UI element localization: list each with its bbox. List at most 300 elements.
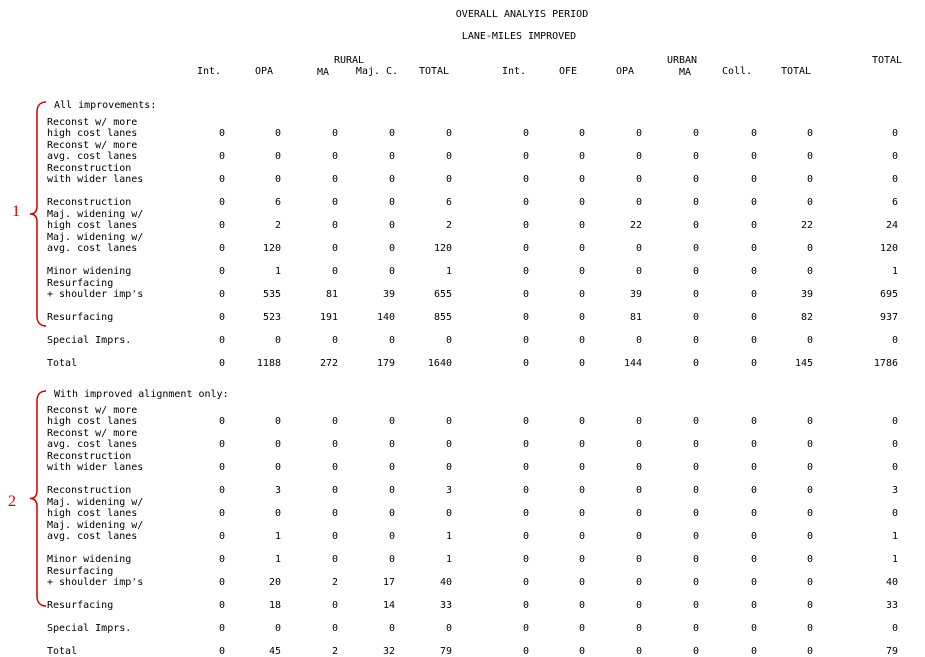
table-cell: 0 <box>806 485 813 496</box>
table-cell: 0 <box>750 577 757 588</box>
table-cell: 2 <box>331 646 338 657</box>
table-cell: 0 <box>388 485 395 496</box>
table-cell: 0 <box>806 151 813 162</box>
table-cell: 523 <box>262 312 281 323</box>
table-cell: 0 <box>692 289 699 300</box>
column-header: TOTAL <box>418 66 450 77</box>
table-cell: 0 <box>692 623 699 634</box>
table-cell: 1 <box>891 531 898 542</box>
table-cell: 24 <box>885 220 898 231</box>
table-cell: 0 <box>806 508 813 519</box>
table-cell: 0 <box>692 220 699 231</box>
row-label-line1: Resurfacing <box>47 278 114 289</box>
row-label: Total <box>47 358 78 369</box>
table-cell: 144 <box>623 358 642 369</box>
table-cell: 0 <box>635 335 642 346</box>
table-cell: 140 <box>376 312 395 323</box>
table-cell: 0 <box>388 197 395 208</box>
table-cell: 0 <box>750 623 757 634</box>
table-cell: 3 <box>274 485 281 496</box>
table-cell: 0 <box>522 358 529 369</box>
table-cell: 0 <box>522 312 529 323</box>
table-cell: 0 <box>578 312 585 323</box>
table-cell: 6 <box>274 197 281 208</box>
table-cell: 0 <box>750 416 757 427</box>
row-label-line1: Maj. widening w/ <box>47 232 144 243</box>
table-cell: 22 <box>800 220 813 231</box>
table-cell: 40 <box>885 577 898 588</box>
table-cell: 0 <box>218 174 225 185</box>
table-cell: 0 <box>750 358 757 369</box>
table-cell: 0 <box>218 439 225 450</box>
table-cell: 0 <box>522 289 529 300</box>
table-cell: 0 <box>692 531 699 542</box>
table-cell: 0 <box>692 128 699 139</box>
table-cell: 0 <box>522 508 529 519</box>
table-cell: 0 <box>522 335 529 346</box>
table-cell: 0 <box>635 600 642 611</box>
table-cell: 0 <box>522 485 529 496</box>
row-label-line1: Maj. widening w/ <box>47 209 144 220</box>
row-label: Reconstruction <box>47 197 132 208</box>
row-label: Reconstruction <box>47 485 132 496</box>
table-cell: 0 <box>388 623 395 634</box>
table-cell: 0 <box>218 508 225 519</box>
table-cell: 0 <box>578 439 585 450</box>
table-cell: 0 <box>578 197 585 208</box>
table-cell: 0 <box>522 439 529 450</box>
table-cell: 0 <box>218 335 225 346</box>
table-cell: 20 <box>268 577 281 588</box>
table-cell: 0 <box>692 416 699 427</box>
table-cell: 3 <box>891 485 898 496</box>
table-cell: 0 <box>750 600 757 611</box>
table-cell: 0 <box>274 508 281 519</box>
table-cell: 0 <box>635 577 642 588</box>
row-label: Minor widening <box>47 554 132 565</box>
table-cell: 0 <box>388 439 395 450</box>
table-cell: 0 <box>218 485 225 496</box>
table-cell: 0 <box>274 416 281 427</box>
table-cell: 272 <box>319 358 338 369</box>
table-cell: 0 <box>388 554 395 565</box>
table-cell: 0 <box>692 266 699 277</box>
column-header: Coll. <box>721 66 753 77</box>
table-cell: 695 <box>879 289 898 300</box>
table-cell: 0 <box>806 439 813 450</box>
row-label: avg. cost lanes <box>47 439 138 450</box>
table-cell: 0 <box>331 508 338 519</box>
table-cell: 0 <box>891 508 898 519</box>
table-cell: 0 <box>806 197 813 208</box>
table-cell: 0 <box>522 197 529 208</box>
table-cell: 0 <box>806 266 813 277</box>
table-cell: 120 <box>879 243 898 254</box>
table-cell: 0 <box>806 416 813 427</box>
table-cell: 0 <box>635 462 642 473</box>
table-cell: 0 <box>578 623 585 634</box>
row-label: high cost lanes <box>47 128 138 139</box>
table-cell: 0 <box>578 243 585 254</box>
table-cell: 3 <box>445 485 452 496</box>
table-cell: 0 <box>578 485 585 496</box>
table-cell: 120 <box>433 243 452 254</box>
table-cell: 0 <box>445 128 452 139</box>
table-cell: 1 <box>891 266 898 277</box>
column-header: MA <box>316 67 330 78</box>
section-heading: All improvements: <box>54 100 157 111</box>
table-cell: 0 <box>750 554 757 565</box>
row-label: + shoulder imp's <box>47 577 144 588</box>
table-cell: 0 <box>578 358 585 369</box>
table-cell: 855 <box>433 312 452 323</box>
table-cell: 0 <box>635 416 642 427</box>
row-label: Total <box>47 646 78 657</box>
section-heading: With improved alignment only: <box>54 389 229 400</box>
table-cell: 0 <box>331 151 338 162</box>
table-cell: 0 <box>522 554 529 565</box>
table-cell: 0 <box>578 335 585 346</box>
table-cell: 0 <box>218 197 225 208</box>
section-marker: 2 <box>8 493 16 510</box>
row-label: + shoulder imp's <box>47 289 144 300</box>
table-cell: 0 <box>218 220 225 231</box>
column-header: MA <box>678 67 692 78</box>
table-cell: 0 <box>692 462 699 473</box>
table-cell: 0 <box>806 174 813 185</box>
table-cell: 0 <box>891 416 898 427</box>
table-cell: 0 <box>388 462 395 473</box>
row-label: Minor widening <box>47 266 132 277</box>
table-cell: 0 <box>522 243 529 254</box>
table-cell: 0 <box>692 197 699 208</box>
row-label-line1: Reconstruction <box>47 451 132 462</box>
table-cell: 0 <box>635 197 642 208</box>
table-cell: 2 <box>331 577 338 588</box>
report-title: OVERALL ANALYIS PERIOD <box>455 9 589 20</box>
table-cell: 0 <box>218 243 225 254</box>
table-cell: 0 <box>218 266 225 277</box>
column-header: Maj. C. <box>355 66 399 77</box>
table-cell: 0 <box>692 646 699 657</box>
table-cell: 0 <box>522 531 529 542</box>
table-cell: 0 <box>750 646 757 657</box>
table-cell: 14 <box>382 600 395 611</box>
table-cell: 0 <box>750 439 757 450</box>
table-cell: 0 <box>750 220 757 231</box>
table-cell: 145 <box>794 358 813 369</box>
table-cell: 0 <box>578 416 585 427</box>
table-cell: 0 <box>388 531 395 542</box>
rural-group-header: RURAL <box>333 55 365 66</box>
table-cell: 0 <box>750 312 757 323</box>
table-cell: 0 <box>522 220 529 231</box>
table-cell: 0 <box>578 646 585 657</box>
table-cell: 0 <box>388 508 395 519</box>
table-cell: 0 <box>218 128 225 139</box>
table-cell: 1640 <box>427 358 452 369</box>
report-subtitle: LANE-MILES IMPROVED <box>461 31 577 42</box>
table-cell: 0 <box>750 197 757 208</box>
table-cell: 0 <box>578 174 585 185</box>
table-cell: 0 <box>445 462 452 473</box>
table-cell: 937 <box>879 312 898 323</box>
table-cell: 0 <box>218 289 225 300</box>
table-cell: 0 <box>891 128 898 139</box>
table-cell: 0 <box>692 600 699 611</box>
table-cell: 0 <box>274 462 281 473</box>
table-cell: 0 <box>331 197 338 208</box>
row-label-line1: Reconst w/ more <box>47 405 138 416</box>
table-cell: 0 <box>522 577 529 588</box>
table-cell: 0 <box>331 485 338 496</box>
table-cell: 179 <box>376 358 395 369</box>
table-cell: 0 <box>331 554 338 565</box>
row-label: with wider lanes <box>47 174 144 185</box>
table-cell: 0 <box>692 151 699 162</box>
table-cell: 0 <box>750 128 757 139</box>
table-cell: 0 <box>806 623 813 634</box>
table-cell: 0 <box>692 439 699 450</box>
table-cell: 0 <box>806 531 813 542</box>
table-cell: 120 <box>262 243 281 254</box>
table-cell: 0 <box>388 174 395 185</box>
table-cell: 0 <box>331 243 338 254</box>
row-label-line1: Resurfacing <box>47 566 114 577</box>
table-cell: 0 <box>750 243 757 254</box>
row-label-line1: Reconst w/ more <box>47 117 138 128</box>
table-cell: 0 <box>750 508 757 519</box>
table-cell: 0 <box>445 174 452 185</box>
column-header: OFE <box>558 66 578 77</box>
table-cell: 0 <box>445 439 452 450</box>
table-cell: 0 <box>806 335 813 346</box>
table-cell: 0 <box>331 600 338 611</box>
table-cell: 535 <box>262 289 281 300</box>
table-cell: 39 <box>382 289 395 300</box>
table-cell: 0 <box>635 151 642 162</box>
column-header: TOTAL <box>780 66 812 77</box>
table-cell: 2 <box>445 220 452 231</box>
table-cell: 6 <box>891 197 898 208</box>
table-cell: 0 <box>891 439 898 450</box>
table-cell: 0 <box>388 151 395 162</box>
table-cell: 79 <box>885 646 898 657</box>
table-cell: 0 <box>635 174 642 185</box>
brace-path <box>30 391 46 606</box>
table-cell: 0 <box>635 554 642 565</box>
table-cell: 0 <box>522 151 529 162</box>
table-cell: 0 <box>388 416 395 427</box>
table-cell: 0 <box>218 531 225 542</box>
column-header: OPA <box>254 66 274 77</box>
table-cell: 0 <box>331 416 338 427</box>
row-label: avg. cost lanes <box>47 531 138 542</box>
table-cell: 0 <box>891 151 898 162</box>
table-cell: 82 <box>800 312 813 323</box>
table-cell: 0 <box>445 416 452 427</box>
table-cell: 0 <box>750 462 757 473</box>
table-cell: 1786 <box>873 358 898 369</box>
table-cell: 0 <box>750 335 757 346</box>
table-cell: 0 <box>274 174 281 185</box>
table-cell: 0 <box>331 220 338 231</box>
table-cell: 0 <box>635 439 642 450</box>
table-cell: 0 <box>692 243 699 254</box>
table-cell: 0 <box>218 416 225 427</box>
table-cell: 0 <box>578 266 585 277</box>
table-cell: 0 <box>522 266 529 277</box>
table-cell: 1 <box>274 554 281 565</box>
table-cell: 0 <box>218 646 225 657</box>
table-cell: 0 <box>522 646 529 657</box>
table-cell: 1 <box>274 266 281 277</box>
table-cell: 0 <box>635 128 642 139</box>
table-cell: 0 <box>635 266 642 277</box>
table-cell: 0 <box>750 531 757 542</box>
table-cell: 2 <box>274 220 281 231</box>
table-cell: 0 <box>578 531 585 542</box>
table-cell: 0 <box>750 289 757 300</box>
table-cell: 0 <box>274 151 281 162</box>
table-cell: 39 <box>629 289 642 300</box>
table-cell: 1 <box>445 531 452 542</box>
table-cell: 0 <box>806 554 813 565</box>
table-cell: 0 <box>578 554 585 565</box>
table-cell: 81 <box>629 312 642 323</box>
table-cell: 33 <box>439 600 452 611</box>
table-cell: 1188 <box>256 358 281 369</box>
table-cell: 1 <box>891 554 898 565</box>
row-label: high cost lanes <box>47 220 138 231</box>
row-label-line1: Maj. widening w/ <box>47 520 144 531</box>
table-cell: 0 <box>891 174 898 185</box>
table-cell: 0 <box>522 462 529 473</box>
table-cell: 0 <box>274 128 281 139</box>
table-cell: 0 <box>445 508 452 519</box>
table-cell: 0 <box>331 128 338 139</box>
table-cell: 0 <box>891 335 898 346</box>
table-cell: 0 <box>388 335 395 346</box>
table-cell: 0 <box>522 623 529 634</box>
table-cell: 0 <box>692 335 699 346</box>
table-cell: 22 <box>629 220 642 231</box>
table-cell: 0 <box>578 577 585 588</box>
table-cell: 0 <box>388 243 395 254</box>
total-group-header: TOTAL <box>871 55 903 66</box>
table-cell: 0 <box>692 554 699 565</box>
table-cell: 0 <box>692 485 699 496</box>
table-cell: 0 <box>692 174 699 185</box>
table-cell: 40 <box>439 577 452 588</box>
table-cell: 0 <box>692 508 699 519</box>
table-cell: 191 <box>319 312 338 323</box>
table-cell: 0 <box>692 577 699 588</box>
table-cell: 0 <box>218 623 225 634</box>
table-cell: 0 <box>750 174 757 185</box>
table-cell: 0 <box>522 600 529 611</box>
table-cell: 0 <box>635 243 642 254</box>
table-cell: 0 <box>218 577 225 588</box>
urban-group-header: URBAN <box>666 55 698 66</box>
table-cell: 0 <box>578 600 585 611</box>
table-cell: 655 <box>433 289 452 300</box>
table-cell: 79 <box>439 646 452 657</box>
row-label: avg. cost lanes <box>47 243 138 254</box>
row-label: with wider lanes <box>47 462 144 473</box>
row-label-line1: Reconstruction <box>47 163 132 174</box>
section-marker: 1 <box>12 203 20 220</box>
table-cell: 0 <box>806 243 813 254</box>
table-cell: 0 <box>331 174 338 185</box>
row-label: Resurfacing <box>47 312 114 323</box>
table-cell: 0 <box>445 623 452 634</box>
table-cell: 0 <box>806 577 813 588</box>
table-cell: 18 <box>268 600 281 611</box>
table-cell: 0 <box>578 462 585 473</box>
table-cell: 0 <box>218 358 225 369</box>
table-cell: 0 <box>806 462 813 473</box>
table-cell: 33 <box>885 600 898 611</box>
table-cell: 0 <box>891 462 898 473</box>
table-cell: 45 <box>268 646 281 657</box>
table-cell: 0 <box>750 151 757 162</box>
row-label-line1: Reconst w/ more <box>47 428 138 439</box>
table-cell: 0 <box>331 531 338 542</box>
table-cell: 0 <box>522 174 529 185</box>
table-cell: 0 <box>218 462 225 473</box>
table-cell: 0 <box>331 623 338 634</box>
table-cell: 0 <box>635 646 642 657</box>
table-cell: 0 <box>274 335 281 346</box>
table-cell: 0 <box>218 554 225 565</box>
table-cell: 0 <box>635 531 642 542</box>
row-label: Special Imprs. <box>47 623 132 634</box>
row-label: high cost lanes <box>47 508 138 519</box>
table-cell: 0 <box>331 335 338 346</box>
table-cell: 0 <box>750 485 757 496</box>
table-cell: 6 <box>445 197 452 208</box>
column-header: Int. <box>501 66 527 77</box>
table-cell: 0 <box>635 623 642 634</box>
table-cell: 0 <box>331 266 338 277</box>
table-cell: 0 <box>806 128 813 139</box>
table-cell: 0 <box>331 462 338 473</box>
table-cell: 0 <box>218 312 225 323</box>
table-cell: 0 <box>522 416 529 427</box>
row-label: high cost lanes <box>47 416 138 427</box>
table-cell: 0 <box>388 266 395 277</box>
table-cell: 0 <box>806 600 813 611</box>
table-cell: 0 <box>578 220 585 231</box>
row-label: avg. cost lanes <box>47 151 138 162</box>
table-cell: 0 <box>578 289 585 300</box>
table-cell: 0 <box>388 128 395 139</box>
table-cell: 81 <box>325 289 338 300</box>
column-header: Int. <box>196 66 222 77</box>
table-cell: 0 <box>388 220 395 231</box>
table-cell: 0 <box>274 623 281 634</box>
row-label: Special Imprs. <box>47 335 132 346</box>
table-cell: 1 <box>445 554 452 565</box>
table-cell: 32 <box>382 646 395 657</box>
table-cell: 0 <box>635 508 642 519</box>
table-cell: 0 <box>806 646 813 657</box>
table-cell: 0 <box>891 623 898 634</box>
table-cell: 0 <box>445 335 452 346</box>
table-cell: 39 <box>800 289 813 300</box>
table-cell: 0 <box>750 266 757 277</box>
